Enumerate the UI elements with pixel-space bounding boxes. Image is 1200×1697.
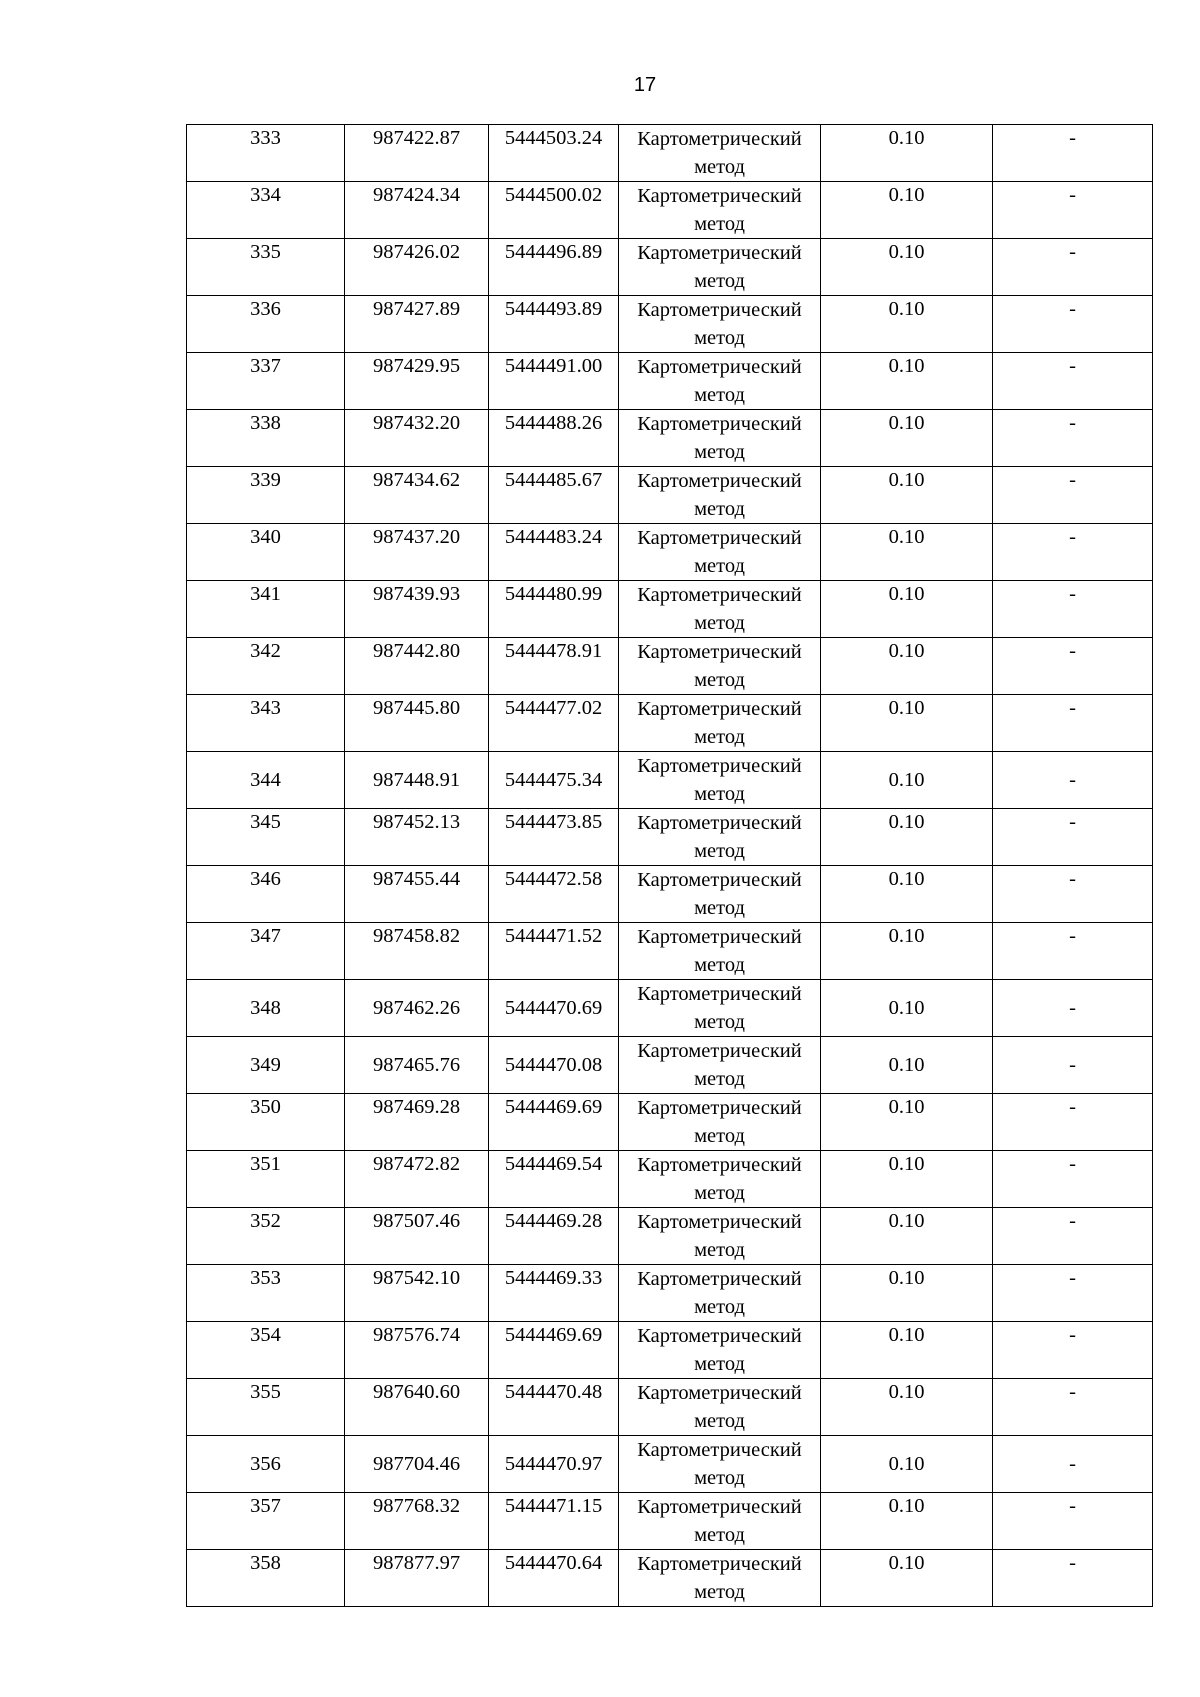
accuracy-cell: 0.10	[821, 1094, 993, 1151]
note-cell: -	[993, 125, 1153, 182]
method-line-2: метод	[694, 1410, 745, 1432]
method-cell	[619, 182, 821, 239]
note-cell: -	[993, 467, 1153, 524]
note-cell: -	[993, 524, 1153, 581]
method-cell	[619, 239, 821, 296]
y-coordinate-cell: 5444470.48	[489, 1379, 619, 1436]
y-coordinate-cell: 5444485.67	[489, 467, 619, 524]
method-line-1: Картометрический	[637, 1439, 802, 1461]
note-cell: -	[993, 1151, 1153, 1208]
accuracy-cell: 0.10	[821, 809, 993, 866]
note-cell: -	[993, 1436, 1153, 1493]
note-cell: -	[993, 1493, 1153, 1550]
table-row	[187, 980, 1153, 1037]
accuracy-cell: 0.10	[821, 410, 993, 467]
point-number-cell: 356	[187, 1436, 345, 1493]
x-coordinate-cell: 987439.93	[345, 581, 489, 638]
method-line-2: метод	[694, 1011, 745, 1033]
method-line-2: метод	[694, 156, 745, 178]
accuracy-cell: 0.10	[821, 125, 993, 182]
point-number-cell: 355	[187, 1379, 345, 1436]
method-line-1: Картометрический	[637, 869, 802, 891]
note-cell: -	[993, 695, 1153, 752]
y-coordinate-cell: 5444471.52	[489, 923, 619, 980]
method-cell	[619, 1037, 821, 1094]
y-coordinate-cell: 5444493.89	[489, 296, 619, 353]
method-cell	[619, 524, 821, 581]
table-row	[187, 866, 1153, 923]
method-line-1: Картометрический	[637, 1040, 802, 1062]
accuracy-cell: 0.10	[821, 1436, 993, 1493]
method-cell	[619, 1322, 821, 1379]
note-cell: -	[993, 752, 1153, 809]
point-number-cell: 346	[187, 866, 345, 923]
table-row	[187, 695, 1153, 752]
note-cell: -	[993, 1265, 1153, 1322]
x-coordinate-cell: 987472.82	[345, 1151, 489, 1208]
note-cell: -	[993, 296, 1153, 353]
x-coordinate-cell: 987442.80	[345, 638, 489, 695]
x-coordinate-cell: 987434.62	[345, 467, 489, 524]
table-row	[187, 1550, 1153, 1607]
y-coordinate-cell: 5444477.02	[489, 695, 619, 752]
x-coordinate-cell: 987576.74	[345, 1322, 489, 1379]
method-cell	[619, 353, 821, 410]
y-coordinate-cell: 5444475.34	[489, 752, 619, 809]
x-coordinate-cell: 987640.60	[345, 1379, 489, 1436]
x-coordinate-cell: 987877.97	[345, 1550, 489, 1607]
note-cell: -	[993, 1379, 1153, 1436]
method-line-1: Картометрический	[637, 1382, 802, 1404]
point-number-cell: 352	[187, 1208, 345, 1265]
method-line-1: Картометрический	[637, 299, 802, 321]
method-line-2: метод	[694, 1068, 745, 1090]
table-row	[187, 125, 1153, 182]
method-cell	[619, 1493, 821, 1550]
table-row	[187, 467, 1153, 524]
table-row	[187, 524, 1153, 581]
accuracy-cell: 0.10	[821, 752, 993, 809]
x-coordinate-cell: 987704.46	[345, 1436, 489, 1493]
method-cell	[619, 410, 821, 467]
method-cell	[619, 980, 821, 1037]
method-line-2: метод	[694, 1467, 745, 1489]
method-line-2: метод	[694, 726, 745, 748]
accuracy-cell: 0.10	[821, 182, 993, 239]
method-cell	[619, 638, 821, 695]
y-coordinate-cell: 5444480.99	[489, 581, 619, 638]
method-cell	[619, 125, 821, 182]
table-row	[187, 353, 1153, 410]
y-coordinate-cell: 5444472.58	[489, 866, 619, 923]
note-cell: -	[993, 410, 1153, 467]
accuracy-cell: 0.10	[821, 467, 993, 524]
method-line-2: метод	[694, 327, 745, 349]
method-line-1: Картометрический	[637, 641, 802, 663]
point-number-cell: 350	[187, 1094, 345, 1151]
point-number-cell: 348	[187, 980, 345, 1037]
method-cell	[619, 1379, 821, 1436]
note-cell: -	[993, 866, 1153, 923]
table-row	[187, 1265, 1153, 1322]
method-cell	[619, 1151, 821, 1208]
method-line-1: Картометрический	[637, 584, 802, 606]
accuracy-cell: 0.10	[821, 1379, 993, 1436]
method-cell	[619, 809, 821, 866]
accuracy-cell: 0.10	[821, 923, 993, 980]
method-line-2: метод	[694, 270, 745, 292]
method-line-2: метод	[694, 612, 745, 634]
point-number-cell: 341	[187, 581, 345, 638]
method-line-2: метод	[694, 1524, 745, 1546]
coordinates-table	[186, 124, 1153, 1607]
method-cell	[619, 1436, 821, 1493]
method-cell	[619, 1265, 821, 1322]
method-line-1: Картометрический	[637, 812, 802, 834]
method-line-2: метод	[694, 213, 745, 235]
note-cell: -	[993, 923, 1153, 980]
y-coordinate-cell: 5444469.54	[489, 1151, 619, 1208]
x-coordinate-cell: 987427.89	[345, 296, 489, 353]
y-coordinate-cell: 5444469.28	[489, 1208, 619, 1265]
y-coordinate-cell: 5444469.69	[489, 1094, 619, 1151]
method-line-1: Картометрический	[637, 128, 802, 150]
accuracy-cell: 0.10	[821, 866, 993, 923]
table-row	[187, 182, 1153, 239]
method-line-1: Картометрический	[637, 470, 802, 492]
method-line-1: Картометрический	[637, 527, 802, 549]
table-row	[187, 410, 1153, 467]
point-number-cell: 340	[187, 524, 345, 581]
note-cell: -	[993, 1208, 1153, 1265]
accuracy-cell: 0.10	[821, 296, 993, 353]
method-line-2: метод	[694, 1125, 745, 1147]
point-number-cell: 343	[187, 695, 345, 752]
method-line-2: метод	[694, 840, 745, 862]
table-row	[187, 239, 1153, 296]
point-number-cell: 358	[187, 1550, 345, 1607]
method-line-1: Картометрический	[637, 185, 802, 207]
method-line-1: Картометрический	[637, 1211, 802, 1233]
method-line-1: Картометрический	[637, 698, 802, 720]
table-row	[187, 638, 1153, 695]
x-coordinate-cell: 987469.28	[345, 1094, 489, 1151]
method-line-1: Картометрический	[637, 983, 802, 1005]
x-coordinate-cell: 987426.02	[345, 239, 489, 296]
method-line-2: метод	[694, 441, 745, 463]
table-row	[187, 296, 1153, 353]
page-number: 17	[633, 74, 657, 96]
y-coordinate-cell: 5444471.15	[489, 1493, 619, 1550]
method-line-2: метод	[694, 954, 745, 976]
method-cell	[619, 923, 821, 980]
method-line-1: Картометрический	[637, 1154, 802, 1176]
point-number-cell: 357	[187, 1493, 345, 1550]
x-coordinate-cell: 987429.95	[345, 353, 489, 410]
accuracy-cell: 0.10	[821, 524, 993, 581]
method-line-1: Картометрический	[637, 755, 802, 777]
accuracy-cell: 0.10	[821, 581, 993, 638]
table-row	[187, 581, 1153, 638]
method-line-2: метод	[694, 1239, 745, 1261]
method-line-2: метод	[694, 1353, 745, 1375]
table-row	[187, 923, 1153, 980]
point-number-cell: 338	[187, 410, 345, 467]
method-line-1: Картометрический	[637, 242, 802, 264]
accuracy-cell: 0.10	[821, 239, 993, 296]
accuracy-cell: 0.10	[821, 1550, 993, 1607]
note-cell: -	[993, 809, 1153, 866]
point-number-cell: 354	[187, 1322, 345, 1379]
accuracy-cell: 0.10	[821, 1493, 993, 1550]
method-line-2: метод	[694, 1581, 745, 1603]
method-line-1: Картометрический	[637, 1553, 802, 1575]
x-coordinate-cell: 987437.20	[345, 524, 489, 581]
point-number-cell: 334	[187, 182, 345, 239]
accuracy-cell: 0.10	[821, 638, 993, 695]
point-number-cell: 344	[187, 752, 345, 809]
y-coordinate-cell: 5444488.26	[489, 410, 619, 467]
note-cell: -	[993, 638, 1153, 695]
method-cell	[619, 296, 821, 353]
table-row	[187, 809, 1153, 866]
note-cell: -	[993, 1037, 1153, 1094]
point-number-cell: 349	[187, 1037, 345, 1094]
point-number-cell: 345	[187, 809, 345, 866]
point-number-cell: 333	[187, 125, 345, 182]
table-row	[187, 1436, 1153, 1493]
note-cell: -	[993, 581, 1153, 638]
note-cell: -	[993, 1094, 1153, 1151]
x-coordinate-cell: 987465.76	[345, 1037, 489, 1094]
accuracy-cell: 0.10	[821, 1208, 993, 1265]
point-number-cell: 337	[187, 353, 345, 410]
table-row	[187, 1493, 1153, 1550]
method-line-2: метод	[694, 1182, 745, 1204]
x-coordinate-cell: 987445.80	[345, 695, 489, 752]
accuracy-cell: 0.10	[821, 353, 993, 410]
point-number-cell: 339	[187, 467, 345, 524]
table-row	[187, 752, 1153, 809]
accuracy-cell: 0.10	[821, 1265, 993, 1322]
x-coordinate-cell: 987542.10	[345, 1265, 489, 1322]
table-row	[187, 1208, 1153, 1265]
y-coordinate-cell: 5444496.89	[489, 239, 619, 296]
note-cell: -	[993, 1550, 1153, 1607]
method-line-1: Картометрический	[637, 926, 802, 948]
note-cell: -	[993, 980, 1153, 1037]
point-number-cell: 347	[187, 923, 345, 980]
accuracy-cell: 0.10	[821, 1037, 993, 1094]
y-coordinate-cell: 5444478.91	[489, 638, 619, 695]
accuracy-cell: 0.10	[821, 980, 993, 1037]
y-coordinate-cell: 5444470.97	[489, 1436, 619, 1493]
method-line-1: Картометрический	[637, 1097, 802, 1119]
table-row	[187, 1037, 1153, 1094]
method-cell	[619, 1094, 821, 1151]
method-cell	[619, 467, 821, 524]
accuracy-cell: 0.10	[821, 1151, 993, 1208]
point-number-cell: 336	[187, 296, 345, 353]
table-row	[187, 1379, 1153, 1436]
x-coordinate-cell: 987458.82	[345, 923, 489, 980]
method-line-2: метод	[694, 783, 745, 805]
table-row	[187, 1322, 1153, 1379]
method-line-1: Картометрический	[637, 413, 802, 435]
y-coordinate-cell: 5444469.33	[489, 1265, 619, 1322]
x-coordinate-cell: 987455.44	[345, 866, 489, 923]
y-coordinate-cell: 5444470.69	[489, 980, 619, 1037]
method-line-2: метод	[694, 1296, 745, 1318]
x-coordinate-cell: 987507.46	[345, 1208, 489, 1265]
method-cell	[619, 695, 821, 752]
note-cell: -	[993, 1322, 1153, 1379]
method-line-2: метод	[694, 384, 745, 406]
y-coordinate-cell: 5444470.08	[489, 1037, 619, 1094]
accuracy-cell: 0.10	[821, 695, 993, 752]
x-coordinate-cell: 987452.13	[345, 809, 489, 866]
x-coordinate-cell: 987424.34	[345, 182, 489, 239]
y-coordinate-cell: 5444473.85	[489, 809, 619, 866]
x-coordinate-cell: 987768.32	[345, 1493, 489, 1550]
table-row	[187, 1151, 1153, 1208]
accuracy-cell: 0.10	[821, 1322, 993, 1379]
x-coordinate-cell: 987432.20	[345, 410, 489, 467]
method-cell	[619, 1208, 821, 1265]
table-row	[187, 1094, 1153, 1151]
y-coordinate-cell: 5444500.02	[489, 182, 619, 239]
y-coordinate-cell: 5444470.64	[489, 1550, 619, 1607]
coordinates-table-body	[187, 125, 1153, 1607]
note-cell: -	[993, 353, 1153, 410]
x-coordinate-cell: 987422.87	[345, 125, 489, 182]
method-line-1: Картометрический	[637, 1268, 802, 1290]
method-cell	[619, 752, 821, 809]
method-cell	[619, 581, 821, 638]
note-cell: -	[993, 239, 1153, 296]
method-line-2: метод	[694, 897, 745, 919]
y-coordinate-cell: 5444503.24	[489, 125, 619, 182]
method-line-2: метод	[694, 498, 745, 520]
method-line-2: метод	[694, 669, 745, 691]
note-cell: -	[993, 182, 1153, 239]
point-number-cell: 342	[187, 638, 345, 695]
method-line-1: Картометрический	[637, 1325, 802, 1347]
method-line-2: метод	[694, 555, 745, 577]
x-coordinate-cell: 987448.91	[345, 752, 489, 809]
point-number-cell: 351	[187, 1151, 345, 1208]
y-coordinate-cell: 5444483.24	[489, 524, 619, 581]
x-coordinate-cell: 987462.26	[345, 980, 489, 1037]
method-line-1: Картометрический	[637, 356, 802, 378]
method-line-1: Картометрический	[637, 1496, 802, 1518]
point-number-cell: 353	[187, 1265, 345, 1322]
y-coordinate-cell: 5444469.69	[489, 1322, 619, 1379]
point-number-cell: 335	[187, 239, 345, 296]
y-coordinate-cell: 5444491.00	[489, 353, 619, 410]
method-cell	[619, 1550, 821, 1607]
method-cell	[619, 866, 821, 923]
